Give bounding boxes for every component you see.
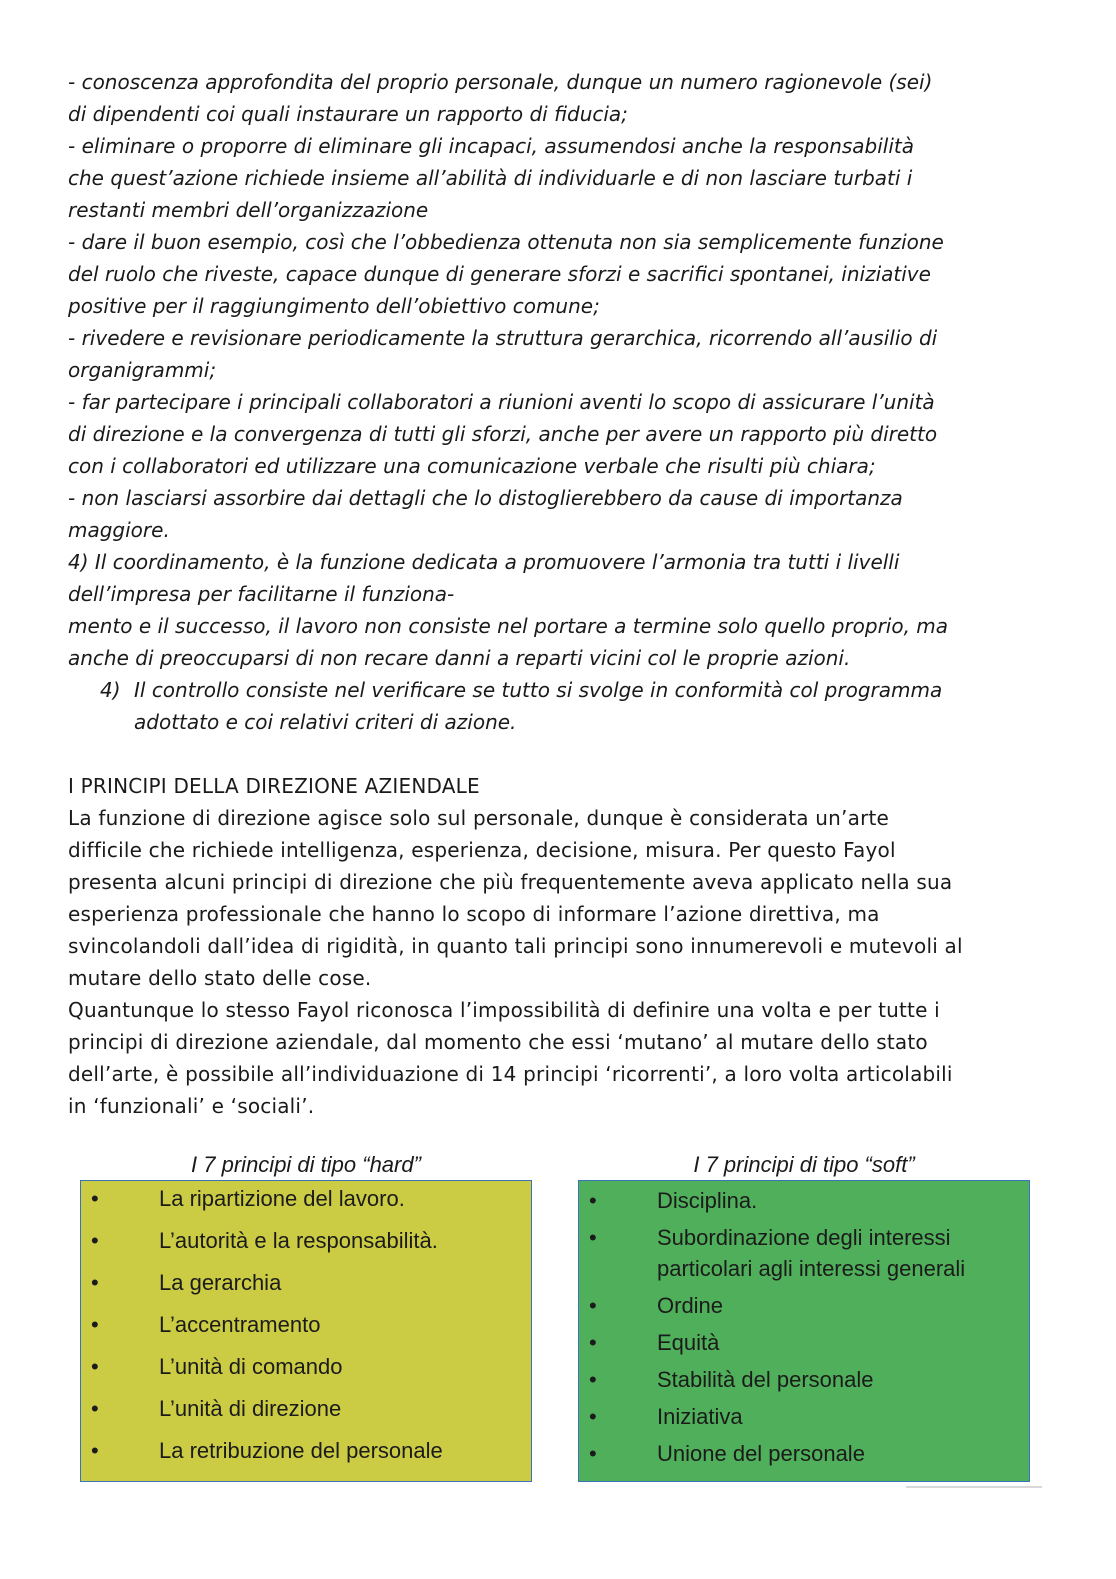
numbered-item-continuation: adottato e coi relativi criteri di azione. <box>134 710 517 734</box>
text-line: in ‘funzionali’ e ‘sociali’. <box>68 1094 315 1118</box>
list-item-text: Equità <box>657 1330 720 1355</box>
text-line: dell’impresa per facilitarne il funziona- <box>68 582 455 606</box>
bullet: • <box>91 1270 99 1295</box>
list-item <box>81 1227 531 1269</box>
text-line: organigrammi; <box>68 358 217 382</box>
page-body <box>68 66 1058 1122</box>
hard-principles-list <box>81 1185 531 1479</box>
soft-principles-box <box>578 1180 1030 1482</box>
list-item-text: Stabilità del personale <box>657 1367 874 1392</box>
text-line: con i collaboratori ed utilizzare una comunicazione verbale che risulti più chiara; <box>68 454 876 478</box>
text-line: Quantunque lo stesso Fayol riconosca l’impossibilità di definire una volta e per tutte i <box>68 998 940 1022</box>
bullet: • <box>589 1441 597 1466</box>
text-line: anche di preoccuparsi di non recare danni a reparti vicini col le proprie azioni. <box>68 646 851 670</box>
soft-principles-panel <box>578 1150 1030 1482</box>
text-line: 4) Il coordinamento, è la funzione dedicata a promuovere l’armonia tra tutti i livelli <box>68 550 900 574</box>
list-item-text: L’unità di direzione <box>159 1396 342 1421</box>
list-item <box>579 1364 1029 1395</box>
list-item-text: La gerarchia <box>159 1270 282 1295</box>
list-item <box>81 1269 531 1311</box>
numbered-item-text: Il controllo consiste nel verificare se tutto si svolge in conformità col programma <box>134 678 943 702</box>
list-item-text: L’accentramento <box>159 1312 321 1337</box>
soft-principles-list <box>579 1185 1029 1469</box>
list-item-text: L’autorità e la responsabilità. <box>159 1228 438 1253</box>
text-line: - eliminare o proporre di eliminare gli incapaci, assumendosi anche la responsabilità <box>68 134 915 158</box>
section-heading: I PRINCIPI DELLA DIREZIONE AZIENDALE <box>68 774 480 798</box>
bullet: • <box>589 1367 597 1392</box>
soft-box-title: I 7 principi di tipo “soft” <box>693 1152 915 1177</box>
numbered-item <box>68 674 1058 706</box>
text-line: mento e il successo, il lavoro non consiste nel portare a termine solo quello proprio, ma <box>68 614 949 638</box>
text-line: che quest’azione richiede insieme all’abilità di individuarle e di non lasciare turbati i <box>68 166 913 190</box>
list-item-text: La retribuzione del personale <box>159 1438 443 1463</box>
hard-principles-panel <box>80 1150 532 1482</box>
text-line: presenta alcuni principi di direzione che più frequentemente aveva applicato nella sua <box>68 870 953 894</box>
hard-principles-box <box>80 1180 532 1482</box>
text-line: maggiore. <box>68 518 170 542</box>
text-line: del ruolo che riveste, capace dunque di generare sforzi e sacrifici spontanei, iniziative <box>68 262 931 286</box>
text-line: - rivedere e revisionare periodicamente la struttura gerarchica, ricorrendo all’ausilio di <box>68 326 938 350</box>
list-item <box>579 1327 1029 1358</box>
text-line: di direzione e la convergenza di tutti gli sforzi, anche per avere un rapporto più diretto <box>68 422 938 446</box>
list-item <box>579 1222 1029 1284</box>
list-item <box>579 1401 1029 1432</box>
hard-box-title: I 7 principi di tipo “hard” <box>191 1152 421 1177</box>
bullet: • <box>589 1188 597 1213</box>
section-directione <box>68 770 1058 1122</box>
principles-figure <box>74 1150 1044 1490</box>
text-line: dell’arte, è possibile all’individuazione di 14 principi ‘ricorrenti’, a loro volta articolabili <box>68 1062 953 1086</box>
list-item-text: Disciplina. <box>657 1188 758 1213</box>
list-item <box>81 1395 531 1437</box>
text-line: principi di direzione aziendale, dal momento che essi ‘mutano’ al mutare dello stato <box>68 1030 928 1054</box>
list-item <box>81 1185 531 1227</box>
item-number: 4) <box>100 678 121 702</box>
list-item <box>579 1185 1029 1216</box>
text-line: di dipendenti coi quali instaurare un rapporto di fiducia; <box>68 102 628 126</box>
list-item-text: La ripartizione del lavoro. <box>159 1186 405 1211</box>
bullet: • <box>91 1396 99 1421</box>
text-line: esperienza professionale che hanno lo scopo di informare l’azione direttiva, ma <box>68 902 880 926</box>
list-item <box>81 1311 531 1353</box>
divider <box>906 1486 1042 1488</box>
text-line: positive per il raggiungimento dell’obiettivo comune; <box>68 294 600 318</box>
bullet: • <box>589 1404 597 1429</box>
list-item-text: Subordinazione degli interessi particolari agli interessi generali <box>657 1225 966 1281</box>
bullet: • <box>589 1225 597 1250</box>
text-line: - far partecipare i principali collaboratori a riunioni aventi lo scopo di assicurare l’unità <box>68 390 935 414</box>
text-line: La funzione di direzione agisce solo sul personale, dunque è considerata un’arte <box>68 806 890 830</box>
list-item <box>81 1437 531 1479</box>
list-item-text: Ordine <box>657 1293 724 1318</box>
bullet: • <box>91 1186 99 1211</box>
text-line: svincolandoli dall’idea di rigidità, in quanto tali principi sono innumerevoli e mutevoli al <box>68 934 963 958</box>
text-line: - non lasciarsi assorbire dai dettagli che lo distoglierebbero da cause di importanza <box>68 486 903 510</box>
bullet: • <box>91 1438 99 1463</box>
bullet: • <box>589 1330 597 1355</box>
text-line: restanti membri dell’organizzazione <box>68 198 429 222</box>
list-item-text: Unione del personale <box>657 1441 865 1466</box>
list-item <box>579 1438 1029 1469</box>
bullet: • <box>91 1312 99 1337</box>
italic-list-section <box>68 66 1058 738</box>
list-item-text: Iniziativa <box>657 1404 743 1429</box>
bullet: • <box>589 1293 597 1318</box>
spacer <box>68 738 1058 770</box>
text-line: difficile che richiede intelligenza, esperienza, decisione, misura. Per questo Fayol <box>68 838 896 862</box>
list-item-text: L’unità di comando <box>159 1354 343 1379</box>
text-line: mutare dello stato delle cose. <box>68 966 372 990</box>
list-item <box>81 1353 531 1395</box>
text-line: - conoscenza approfondita del proprio personale, dunque un numero ragionevole (sei) <box>68 70 933 94</box>
bullet: • <box>91 1228 99 1253</box>
list-item <box>579 1290 1029 1321</box>
text-line: - dare il buon esempio, così che l’obbedienza ottenuta non sia semplicemente funzione <box>68 230 944 254</box>
bullet: • <box>91 1354 99 1379</box>
